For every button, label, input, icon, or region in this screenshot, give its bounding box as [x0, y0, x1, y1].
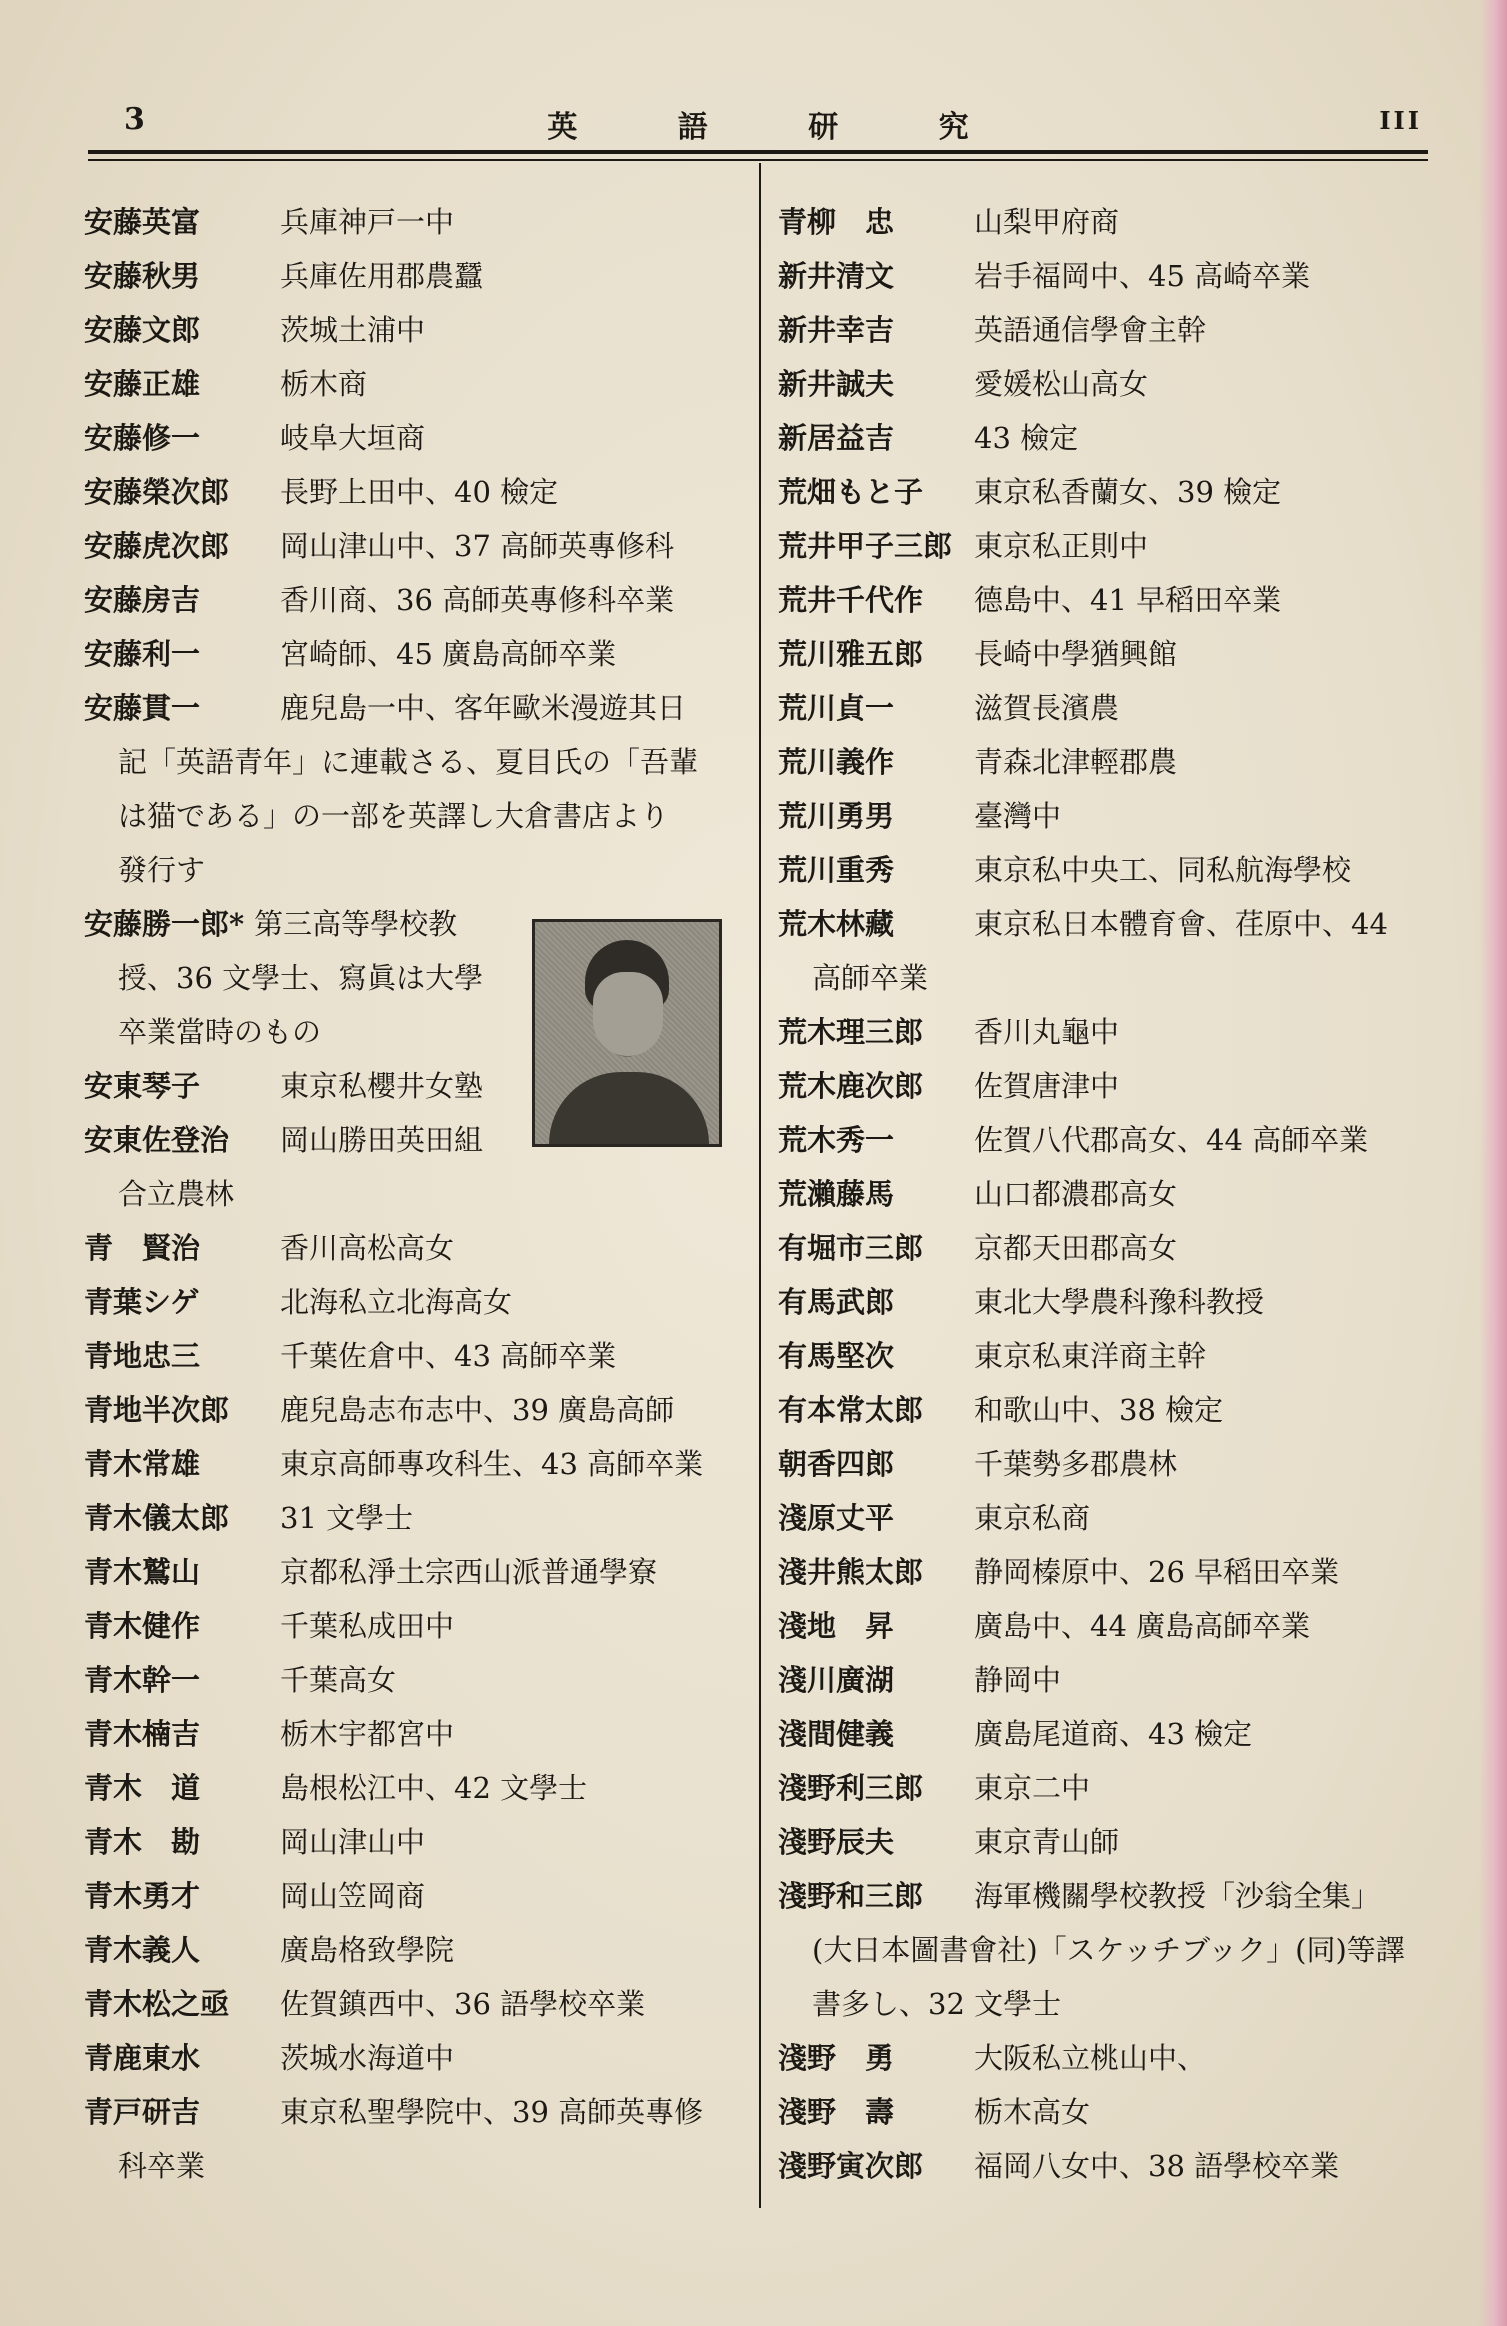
entry-name: 淺野利三郎 — [778, 1771, 924, 1805]
entry-detail: 鹿兒島一中、客年歐米漫遊其日 — [280, 691, 687, 725]
entry-detail: 英語通信學會主幹 — [974, 313, 1207, 347]
title-char: 語 — [677, 110, 708, 145]
entry-name: 荒木理三郎 — [778, 1015, 924, 1049]
entry-name: 青木松之亟 — [84, 1987, 230, 2021]
entry-continuation: は猫である」の一部を英譯し大倉書店より — [118, 799, 670, 833]
directory-entry — [84, 357, 748, 411]
entry-continuation: 記「英語青年」に連載さる、夏目氏の「吾輩 — [118, 745, 699, 779]
directory-entry — [778, 1761, 1428, 1815]
directory-entry — [778, 627, 1428, 681]
directory-entry — [84, 1491, 748, 1545]
entry-name: 荒井甲子三郎 — [778, 529, 953, 563]
directory-entry — [778, 1167, 1428, 1221]
directory-entry — [778, 1329, 1428, 1383]
entry-detail: 東京私正則中 — [974, 529, 1149, 563]
entry-name: 有本常太郎 — [778, 1393, 924, 1427]
directory-entry — [778, 1005, 1428, 1059]
entry-name: 新井幸吉 — [778, 313, 895, 347]
entry-name: 荒瀨藤馬 — [778, 1177, 895, 1211]
entry-detail: 千葉勢多郡農林 — [974, 1447, 1178, 1481]
directory-entry — [778, 411, 1428, 465]
portrait-photo — [532, 919, 722, 1147]
directory-entry — [778, 1815, 1428, 1869]
directory-entry — [84, 1869, 748, 1923]
entry-name: 青木幹一 — [84, 1663, 201, 1697]
entry-name: 青地半次郎 — [84, 1393, 230, 1427]
entry-name: 荒川貞一 — [778, 691, 895, 725]
entry-detail: 東京私東洋商主幹 — [974, 1339, 1207, 1373]
directory-entry — [778, 1599, 1428, 1653]
entry-detail: 海軍機關學校教授「沙翁全集」 — [974, 1879, 1381, 1913]
entry-detail: 愛媛松山高女 — [974, 367, 1149, 401]
entry-detail: 茨城土浦中 — [280, 313, 426, 347]
entry-detail: 福岡八女中、38 語學校卒業 — [974, 2149, 1340, 2183]
entry-name: 青戸研吉 — [84, 2095, 201, 2129]
entry-detail: 大阪私立桃山中、 — [974, 2041, 1207, 2075]
directory-entry — [84, 411, 748, 465]
entry-name: 青木儀太郎 — [84, 1501, 230, 1535]
directory-entry — [778, 1059, 1428, 1113]
title-char: 研 — [808, 110, 839, 145]
entry-name: 安藤勝一郎* — [84, 907, 245, 941]
entry-name: 荒川重秀 — [778, 853, 895, 887]
entry-name: 淺川廣湖 — [778, 1663, 895, 1697]
page-number: 3 — [124, 102, 145, 137]
entry-name: 淺野辰夫 — [778, 1825, 895, 1859]
directory-entry — [778, 1437, 1428, 1491]
entry-detail: 43 檢定 — [974, 421, 1079, 455]
entry-detail: 東京私商 — [974, 1501, 1091, 1535]
entry-detail: 岡山津山中、37 高師英專修科 — [280, 529, 675, 563]
entry-detail: 廣島尾道商、43 檢定 — [974, 1717, 1253, 1751]
directory-entry — [778, 1491, 1428, 1545]
entry-name: 荒川義作 — [778, 745, 895, 779]
entry-name: 安藤英富 — [84, 205, 201, 239]
entry-continuation: 高師卒業 — [812, 961, 929, 995]
entry-name: 安藤利一 — [84, 637, 201, 671]
entry-detail: 千葉私成田中 — [280, 1609, 455, 1643]
directory-entry — [84, 195, 748, 249]
directory-entry — [84, 1815, 748, 1869]
entry-detail: 兵庫神戸一中 — [280, 205, 455, 239]
directory-entry — [778, 1653, 1428, 1707]
left-column — [84, 195, 748, 2193]
entry-continuation: 授、36 文學士、寫眞は大學 — [118, 961, 484, 995]
entry-name: 荒井千代作 — [778, 583, 924, 617]
entry-detail: 岐阜大垣商 — [280, 421, 426, 455]
directory-entry — [778, 735, 1428, 789]
entry-name: 淺井熊太郎 — [778, 1555, 924, 1589]
entry-detail: 佐賀八代郡高女、44 高師卒業 — [974, 1123, 1369, 1157]
directory-entry — [84, 1761, 748, 1815]
entry-detail: 香川商、36 高師英專修科卒業 — [280, 583, 675, 617]
directory-entry — [84, 303, 748, 357]
entry-detail: 栃木商 — [280, 367, 368, 401]
entry-detail: 香川丸龜中 — [974, 1015, 1120, 1049]
entry-name: 淺野寅次郎 — [778, 2149, 924, 2183]
entry-continuation: 書多し、32 文學士 — [812, 1987, 1062, 2021]
title-char: 究 — [938, 110, 969, 145]
directory-entry — [84, 1329, 748, 1383]
directory-entry — [778, 1545, 1428, 1599]
directory-entry — [778, 681, 1428, 735]
header-rule-thin — [88, 159, 1428, 161]
entry-name: 安藤文郎 — [84, 313, 201, 347]
entry-name: 荒川雅五郎 — [778, 637, 924, 671]
entry-name: 安藤榮次郎 — [84, 475, 230, 509]
entry-name: 安藤房吉 — [84, 583, 201, 617]
entry-name: 青木常雄 — [84, 1447, 201, 1481]
entry-detail: 佐賀唐津中 — [974, 1069, 1120, 1103]
photo-shoulders — [549, 1072, 709, 1144]
entry-name: 青木健作 — [84, 1609, 201, 1643]
entry-detail: 東京私中央工、同私航海學校 — [974, 853, 1352, 887]
entry-name: 青木楠吉 — [84, 1717, 201, 1751]
entry-detail: 和歌山中、38 檢定 — [974, 1393, 1224, 1427]
entry-name: 淺間健義 — [778, 1717, 895, 1751]
roman-page-number: III — [1379, 106, 1422, 135]
directory-entry — [778, 249, 1428, 303]
entry-detail: 京都私淨土宗西山派普通學寮 — [280, 1555, 658, 1589]
directory-entry — [84, 249, 748, 303]
entry-name: 有堀市三郎 — [778, 1231, 924, 1265]
entry-name: 荒川勇男 — [778, 799, 895, 833]
directory-entry — [778, 357, 1428, 411]
entry-name: 朝香四郎 — [778, 1447, 895, 1481]
directory-entry — [84, 2085, 748, 2193]
entry-name: 安藤秋男 — [84, 259, 201, 293]
entry-detail: 廣島格致學院 — [280, 1933, 455, 1967]
directory-entry — [84, 465, 748, 519]
entry-continuation: 發行す — [118, 853, 206, 887]
directory-entry — [84, 1923, 748, 1977]
entry-name: 淺野 壽 — [778, 2095, 895, 2129]
journal-title — [88, 102, 1428, 146]
entry-detail: 岡山勝田英田組 — [280, 1123, 484, 1157]
directory-entry — [778, 897, 1428, 1005]
entry-name: 青地忠三 — [84, 1339, 201, 1373]
directory-entry — [84, 573, 748, 627]
directory-entry — [84, 1383, 748, 1437]
entry-name: 安東佐登治 — [84, 1123, 230, 1157]
entry-name: 新井清文 — [778, 259, 895, 293]
entry-name: 安藤貫一 — [84, 691, 201, 725]
directory-entry — [84, 1653, 748, 1707]
entry-detail: 鹿兒島志布志中、39 廣島高師 — [280, 1393, 675, 1427]
entry-name: 青柳 忠 — [778, 205, 895, 239]
entry-detail: 青森北津輕郡農 — [974, 745, 1178, 779]
directory-entry — [778, 519, 1428, 573]
entry-name: 安藤修一 — [84, 421, 201, 455]
entry-name: 荒畑もと子 — [778, 475, 924, 509]
entry-detail: 東京私香蘭女、39 檢定 — [974, 475, 1282, 509]
entry-detail: 茨城水海道中 — [280, 2041, 455, 2075]
directory-entry — [84, 1977, 748, 2031]
directory-entry — [84, 681, 748, 897]
directory-entry — [778, 1221, 1428, 1275]
entry-name: 荒木林藏 — [778, 907, 895, 941]
entry-detail: 東京二中 — [974, 1771, 1091, 1805]
entry-detail: 栃木宇都宮中 — [280, 1717, 455, 1751]
directory-entry — [778, 1383, 1428, 1437]
title-char: 英 — [547, 110, 578, 145]
directory-entry — [778, 789, 1428, 843]
entry-detail: 德島中、41 早稻田卒業 — [974, 583, 1282, 617]
entry-detail: 第三高等學校教 — [254, 907, 458, 941]
entry-detail: 31 文學士 — [280, 1501, 414, 1535]
directory-entry — [778, 2085, 1428, 2139]
directory-entry — [778, 2139, 1428, 2193]
entry-name: 有馬武郎 — [778, 1285, 895, 1319]
directory-entry — [778, 465, 1428, 519]
entry-detail: 岡山笠岡商 — [280, 1879, 426, 1913]
entry-detail: 島根松江中、42 文學士 — [280, 1771, 588, 1805]
entry-continuation: 科卒業 — [118, 2149, 206, 2183]
entry-detail: 佐賀鎮西中、36 語學校卒業 — [280, 1987, 646, 2021]
entry-name: 淺野和三郎 — [778, 1879, 924, 1913]
entry-name: 有馬堅次 — [778, 1339, 895, 1373]
entry-detail: 岡山津山中 — [280, 1825, 426, 1859]
entry-detail: 長野上田中、40 檢定 — [280, 475, 559, 509]
directory-entry — [84, 1437, 748, 1491]
entry-name: 新居益吉 — [778, 421, 895, 455]
directory-entry — [84, 519, 748, 573]
directory-entry — [778, 843, 1428, 897]
entry-continuation: (大日本圖書會社)「スケッチブック」(同)等譯 — [812, 1933, 1405, 1967]
entry-name: 淺野 勇 — [778, 2041, 895, 2075]
photo-face — [593, 972, 663, 1056]
directory-entry — [778, 573, 1428, 627]
entry-detail: 東京私聖學院中、39 高師英專修 — [280, 2095, 704, 2129]
entry-detail: 東京私櫻井女塾 — [280, 1069, 484, 1103]
entry-continuation: 卒業當時のもの — [118, 1015, 322, 1049]
entry-detail: 静岡中 — [974, 1663, 1062, 1697]
entry-detail: 廣島中、44 廣島高師卒業 — [974, 1609, 1311, 1643]
directory-entry — [778, 303, 1428, 357]
entry-name: 青木 勘 — [84, 1825, 201, 1859]
entry-name: 青木勇才 — [84, 1879, 201, 1913]
entry-name: 青木鷲山 — [84, 1555, 201, 1589]
entry-name: 新井誠夫 — [778, 367, 895, 401]
entry-name: 安東琴子 — [84, 1069, 201, 1103]
entry-detail: 長崎中學猶興館 — [974, 637, 1178, 671]
entry-detail: 山口都濃郡高女 — [974, 1177, 1178, 1211]
directory-entry — [778, 195, 1428, 249]
directory-entry — [84, 1221, 748, 1275]
entry-detail: 滋賀長濱農 — [974, 691, 1120, 725]
entry-name: 荒木秀一 — [778, 1123, 895, 1157]
entry-detail: 静岡榛原中、26 早稻田卒業 — [974, 1555, 1340, 1589]
entry-name: 青葉シゲ — [84, 1285, 200, 1319]
page-edge — [1479, 0, 1507, 2326]
entry-detail: 北海私立北海高女 — [280, 1285, 513, 1319]
entry-detail: 栃木高女 — [974, 2095, 1091, 2129]
entry-detail: 山梨甲府商 — [974, 205, 1120, 239]
entry-detail: 京都天田郡高女 — [974, 1231, 1178, 1265]
directory-entry — [778, 1869, 1428, 2031]
entry-name: 安藤虎次郎 — [84, 529, 230, 563]
entry-name: 淺地 昇 — [778, 1609, 895, 1643]
column-divider — [759, 163, 761, 2208]
entry-detail: 東京青山師 — [974, 1825, 1120, 1859]
directory-entry — [778, 1113, 1428, 1167]
entry-detail: 東北大學農科豫科教授 — [974, 1285, 1265, 1319]
directory-entry — [84, 1707, 748, 1761]
entry-detail: 香川高松高女 — [280, 1231, 455, 1265]
right-column — [778, 195, 1428, 2193]
entry-detail: 兵庫佐用郡農蠶 — [280, 259, 484, 293]
directory-entry — [84, 1599, 748, 1653]
entry-detail: 東京私日本體育會、荏原中、44 — [974, 907, 1388, 941]
entry-name: 安藤正雄 — [84, 367, 201, 401]
directory-entry — [778, 1275, 1428, 1329]
entry-detail: 東京高師專攻科生、43 高師卒業 — [280, 1447, 704, 1481]
entry-detail: 宮崎師、45 廣島高師卒業 — [280, 637, 617, 671]
directory-entry — [84, 1545, 748, 1599]
entry-name: 淺原丈平 — [778, 1501, 895, 1535]
entry-detail: 岩手福岡中、45 高崎卒業 — [974, 259, 1311, 293]
entry-continuation: 合立農林 — [118, 1177, 235, 1211]
entry-detail: 千葉高女 — [280, 1663, 397, 1697]
entry-name: 青木義人 — [84, 1933, 201, 1967]
directory-entry — [778, 1707, 1428, 1761]
header-rule-thick — [88, 150, 1428, 154]
entry-name: 青 賢治 — [84, 1231, 201, 1265]
directory-entry — [84, 1275, 748, 1329]
entry-name: 青鹿東水 — [84, 2041, 201, 2075]
directory-entry — [84, 627, 748, 681]
entry-name: 青木 道 — [84, 1771, 201, 1805]
entry-detail: 千葉佐倉中、43 高師卒業 — [280, 1339, 617, 1373]
directory-entry — [778, 2031, 1428, 2085]
entry-detail: 臺灣中 — [974, 799, 1062, 833]
page-header — [88, 98, 1428, 146]
entry-name: 荒木鹿次郎 — [778, 1069, 924, 1103]
directory-entry — [84, 2031, 748, 2085]
